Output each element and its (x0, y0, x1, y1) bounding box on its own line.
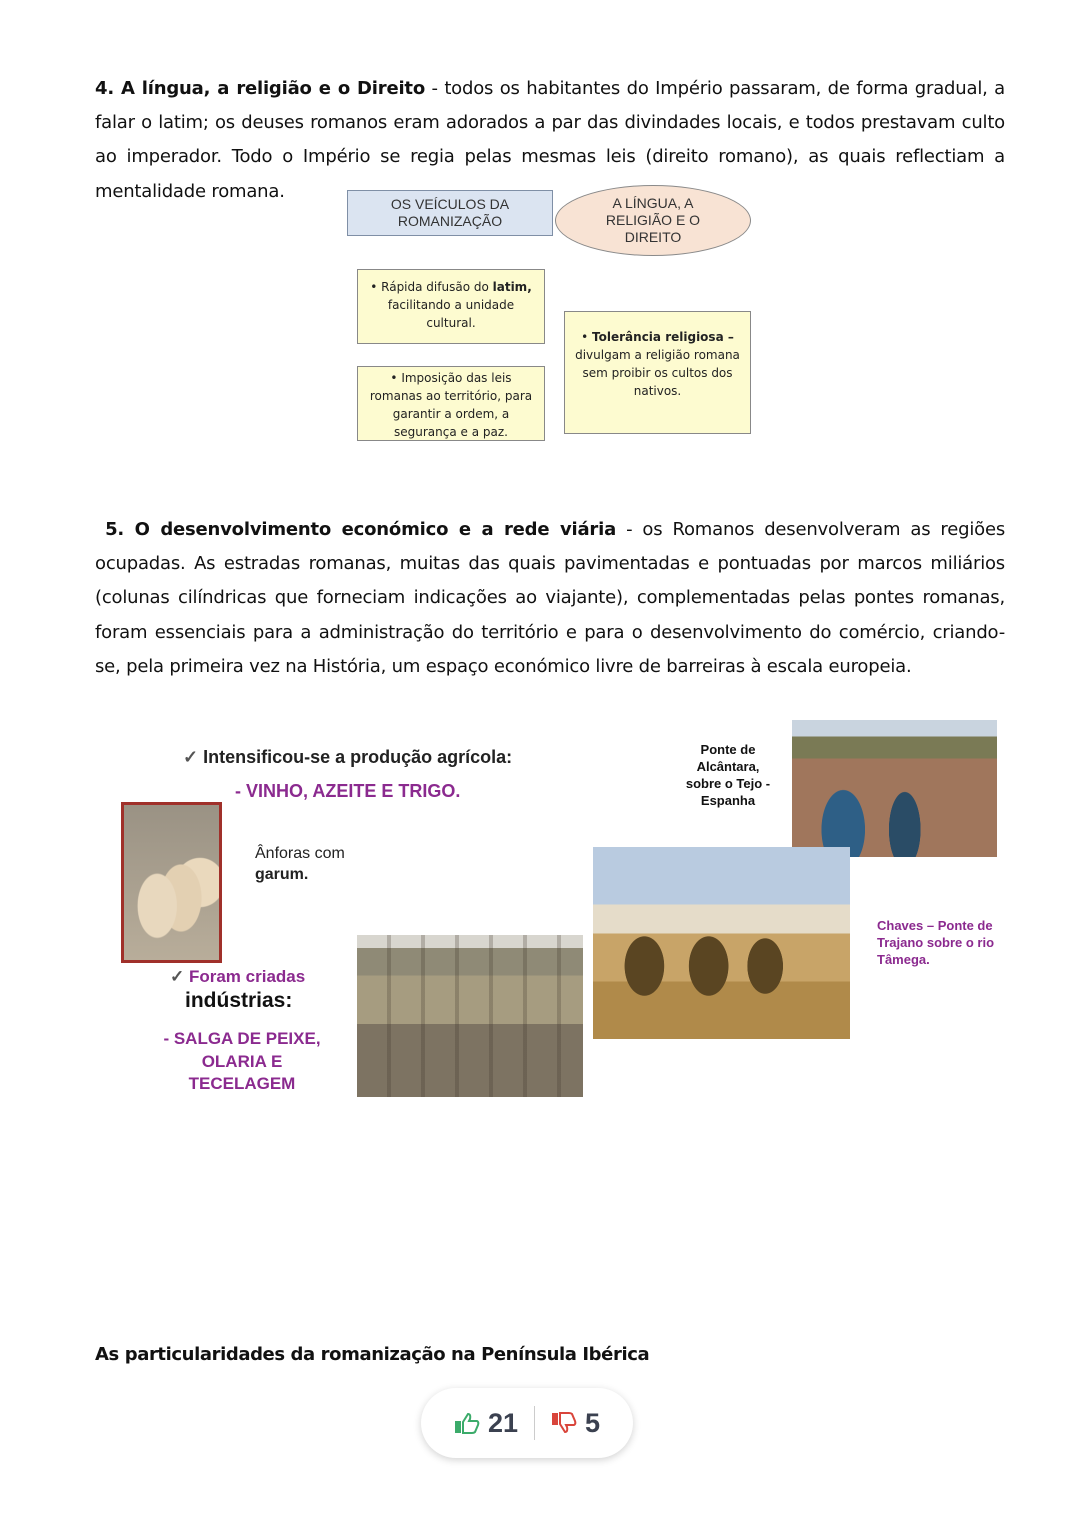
industry-items (142, 1028, 342, 1096)
agri-title-text: Intensificou-se a produção agrícola: (203, 747, 513, 767)
vote-bar (421, 1388, 633, 1458)
section-4-text: - todos os habitantes do Império passaram, de forma gradual, a falar o latim; os deuses romanos eram adorados a par das divindades locais, e todos prestavam culto ao imperador. Todo o Império se regia pelas mesmas leis (direito romano), as quais reflectiam a mentalidade romana. (95, 78, 1005, 202)
dislike-count: 5 (585, 1407, 601, 1438)
diagram-box-religion: • Tolerância religiosa – divulgam a religião romana sem proibir os cultos dos nativos. (564, 311, 751, 434)
box-bold: Tolerância religiosa – (592, 330, 734, 344)
diagram-header: OS VEÍCULOS DA ROMANIZAÇÃO (390, 196, 510, 229)
industry-item: TECELAGEM (188, 1074, 296, 1093)
amphorae-photo (121, 802, 222, 963)
amphora-caption-line: Ânforas com (255, 845, 345, 862)
salting-tanks-photo (357, 935, 583, 1097)
section-5-title: 5. O desenvolvimento económico e a rede viária (105, 519, 617, 540)
like-count: 21 (487, 1407, 518, 1438)
industry-title (170, 967, 305, 987)
alcantara-caption: Ponte de Alcântara, sobre o Tejo - Espanha (685, 742, 771, 808)
section-4-title: 4. A língua, a religião e o Direito (95, 78, 425, 99)
amphora-caption-line: garum. (255, 866, 309, 883)
chaves-caption: Chaves – Ponte de Trajano sobre o rio Tâmega. (877, 918, 995, 967)
thumbs-up-icon (454, 1411, 480, 1435)
section-5-paragraph (95, 513, 1005, 684)
industry-title-text: Foram criadas (188, 967, 306, 986)
agri-title (183, 747, 512, 768)
box-text: facilitando a unidade cultural. (387, 298, 515, 330)
alcantara-bridge-photo (792, 720, 997, 857)
industry-item: OLARIA E (201, 1051, 283, 1071)
like-button[interactable] (454, 1408, 534, 1439)
box-text: Rápida difusão do (381, 280, 493, 294)
diagram-topic: A LÍNGUA, A RELIGIÃO E O DIREITO (605, 195, 701, 245)
diagram-box-latin: • Rápida difusão do latim, facilitando a unidade cultural. (357, 269, 545, 344)
industry-item: - SALGA DE PEIXE, (163, 1029, 321, 1048)
dislike-button[interactable] (535, 1408, 600, 1439)
chaves-bridge-photo (593, 847, 850, 1039)
agri-items: - VINHO, AZEITE E TRIGO. (235, 781, 461, 801)
section-5-text: - os Romanos desenvolveram as regiões ocupadas. As estradas romanas, muitas das quais pavimentadas e pontuadas por marcos miliários (colunas cilíndricas que forneciam indicações ao viajante), complementadas pelas pontes romanas, foram essenciais para a administração do território e para o desenvolvimento do comércio, criando-se, pela primeira vez na História, um espaço económico livre de barreiras à escala europeia. (95, 519, 1005, 677)
section-heading: As particularidades da romanização na Península Ibérica (95, 1344, 650, 1365)
check-icon: ✓ (183, 747, 204, 767)
industry-title-2: indústrias: (185, 989, 293, 1012)
thumbs-down-icon (551, 1411, 577, 1435)
diagram-box-laws: • Imposição das leis romanas ao território, para garantir a ordem, a segurança e a paz. (357, 366, 545, 441)
box-bold: latim, (492, 280, 532, 294)
section-4-paragraph (95, 72, 1005, 209)
diagram-topic-ellipse (555, 185, 751, 256)
amphora-caption (255, 843, 345, 885)
box-text: Imposição das leis romanas ao território, para garantir a ordem, a segurança e a paz. (369, 371, 533, 439)
check-icon: ✓ (170, 967, 189, 986)
box-text: divulgam a religião romana sem proibir os cultos dos nativos. (575, 348, 740, 398)
diagram-header-box (347, 190, 553, 236)
